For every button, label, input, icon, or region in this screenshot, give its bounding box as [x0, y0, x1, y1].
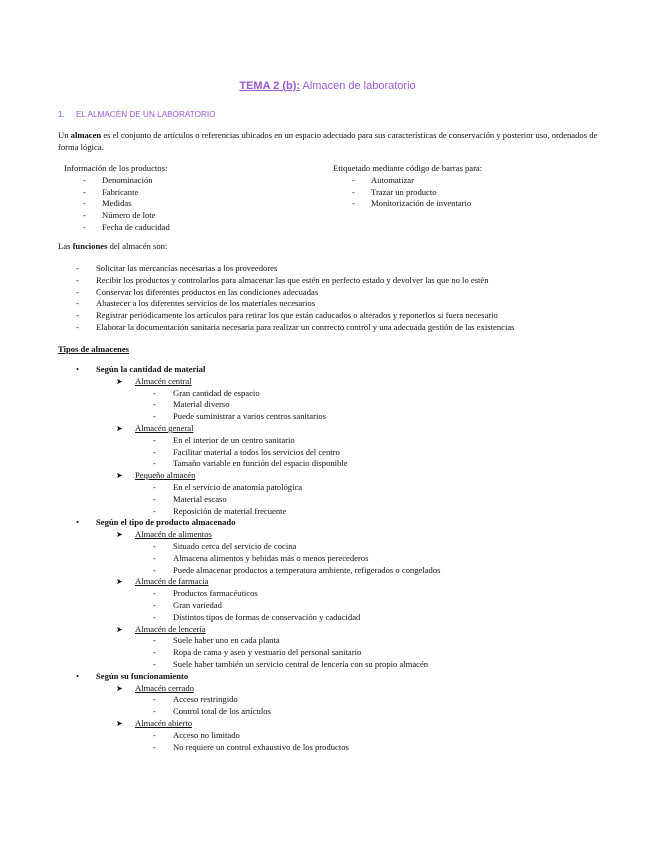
store-feature-item: - Reposición de material frecuente	[58, 506, 618, 518]
function-item: - Recibir los productos y controlarlos para almacenar las que estén en perfecto estado y devolver las que no lo estén	[58, 275, 618, 287]
store-feature-item: - Tamaño variable en función del espacio disponible	[58, 458, 618, 470]
store-feature-item: - Ropa de cama y aseo y vestuario del personal sanitario	[58, 647, 618, 659]
function-item: - Abastecer a los diferentes servicios de los materiales necesarios	[58, 298, 618, 310]
store-type-label: Almacén de farmacia	[135, 576, 209, 587]
store-feature-item: - Distintos tipos de formas de conservación y caducidad	[58, 612, 618, 624]
functions-term: funciones	[72, 241, 108, 251]
store-type-label: Almacén cerrado	[135, 682, 194, 693]
function-item: - Conservar los diferentes productos en las condiciones adecuadas	[58, 287, 618, 299]
store-feature-item: - Puede suministrar a varios centros sanitarios	[58, 411, 618, 423]
store-type-label: Almacén general	[135, 422, 194, 433]
types-heading: Tipos de almacenes	[58, 344, 129, 354]
type-group-heading: • Según la cantidad de material	[58, 364, 618, 376]
barcode-heading: Etiquetado mediante código de barras para:	[333, 163, 483, 173]
store-type-label: Almacén abierto	[135, 717, 193, 728]
product-info-heading: Información de los productos:	[64, 163, 168, 173]
store-feature-item: - Situado cerca del servicio de cocina	[58, 541, 618, 553]
function-item: - Solicitar las mercancías necesarias a los proveedores	[58, 263, 618, 275]
store-type-label: Almacén de alimentos	[135, 529, 212, 540]
store-feature-item: - Facilitar material a todos los servicios del centro	[58, 447, 618, 459]
functions-list	[58, 263, 618, 334]
section-heading	[58, 109, 216, 121]
barcode-item: - Automatizar	[333, 175, 482, 187]
store-feature-item: - Control total de los artículos	[58, 706, 618, 718]
product-info-item: - Denominación	[64, 175, 170, 187]
store-type-row	[58, 624, 618, 636]
store-type-label: Almacén de lencería	[135, 623, 206, 634]
barcode-list	[333, 175, 482, 210]
product-info-item: - Fecha de caducidad	[64, 222, 170, 234]
store-type-row	[58, 576, 618, 588]
functions-prefix: Las	[58, 241, 73, 251]
barcode-item: - Trazar un producto	[333, 187, 482, 199]
store-feature-item: - Acceso restringido	[58, 694, 618, 706]
store-feature-item: - En el servicio de anatomía patológica	[58, 482, 618, 494]
store-feature-item: - Suele haber también un servicio central de lencería con su propio almacén	[58, 659, 618, 671]
store-feature-item: - No requiere un control exhaustivo de los productos	[58, 742, 618, 754]
store-type-row	[58, 683, 618, 695]
store-feature-item: - En el interior de un centro sanitario	[58, 435, 618, 447]
store-type-row	[58, 529, 618, 541]
store-feature-item: - Material diverso	[58, 399, 618, 411]
section-number: 1.	[58, 110, 65, 119]
store-feature-item: - Puede almacenar productos a temperatura ambiente, refigerados o congelados	[58, 565, 618, 577]
store-type-label: Almacén central	[135, 375, 192, 386]
store-feature-item: - Suele haber uno en cada planta	[58, 635, 618, 647]
intro-term: almacen	[70, 130, 102, 140]
intro-prefix: Un	[58, 130, 71, 140]
store-type-row	[58, 423, 618, 435]
store-type-row	[58, 376, 618, 388]
product-info-list	[64, 175, 170, 234]
page-title	[0, 79, 655, 93]
store-feature-item: - Almacena alimentos y bebidas más o menos perecederos	[58, 553, 618, 565]
section-title: EL ALMACÉN DE UN LABORATORIO	[76, 110, 216, 119]
functions-suffix: del almacén son:	[107, 241, 168, 251]
store-type-row	[58, 718, 618, 730]
title-subject: Almacen de laboratorio	[300, 80, 416, 92]
intro-text: es el conjunto de artículos o referencias ubicados en un espacio adecuado para sus características de conservación y posterior uso, ordenados de forma lógica.	[58, 130, 598, 152]
type-group-heading: • Según su funcionamiento	[58, 671, 618, 683]
store-feature-item: - Gran cantidad de espacio	[58, 388, 618, 400]
function-item: - Elaborar la documentación sanitaria necesaria para realizar un conrrecto control y una adecuada gestión de las existencias	[58, 322, 618, 334]
store-feature-item: - Gran variedad	[58, 600, 618, 612]
product-info-item: - Número de lote	[64, 210, 170, 222]
store-feature-item: - Acceso no limitado	[58, 730, 618, 742]
functions-intro	[58, 241, 167, 253]
product-info-item: - Fabricante	[64, 187, 170, 199]
intro-paragraph	[58, 130, 603, 154]
store-type-row	[58, 470, 618, 482]
barcode-item: - Monitorización de inventario	[333, 198, 482, 210]
barcode-column	[333, 163, 482, 210]
product-info-item: - Medidas	[64, 198, 170, 210]
store-feature-item: - Material escaso	[58, 494, 618, 506]
title-tema: TEMA 2 (b):	[239, 80, 301, 92]
product-info-column	[64, 163, 170, 234]
function-item: - Registrar periódicamente los artículos para retirar los que están caducados o alterados y reponerlos si fuera necesario	[58, 310, 618, 322]
types-outline	[58, 364, 618, 753]
store-feature-item: - Productos farmacéuticos	[58, 588, 618, 600]
store-type-label: Pequeño almacén	[135, 470, 196, 481]
type-group-heading: • Según el tipo de producto almacenado	[58, 517, 618, 529]
